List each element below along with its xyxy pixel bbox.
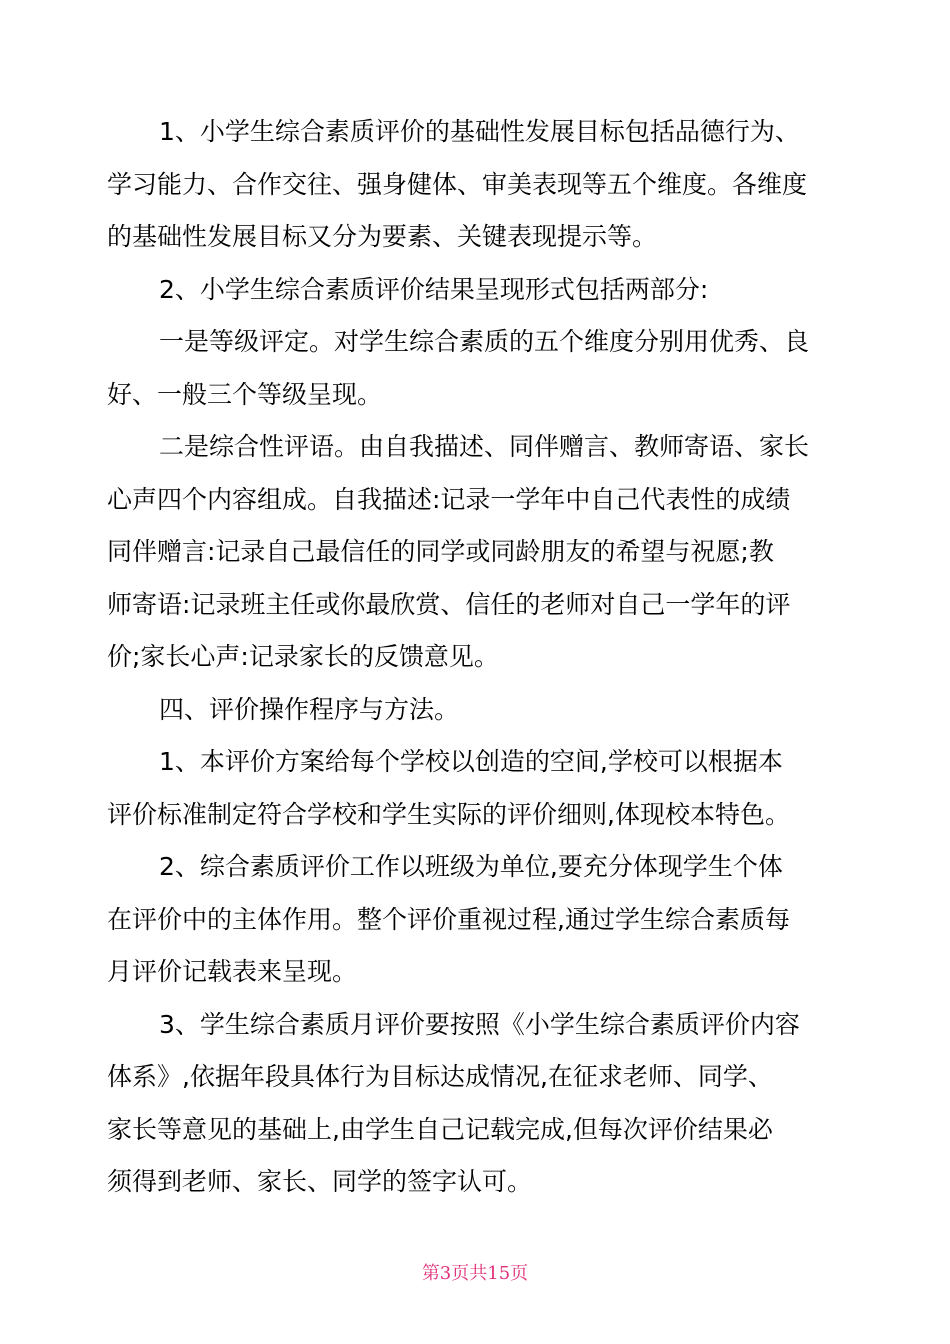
text-line: 月评价记载表来呈现。: [107, 957, 358, 986]
paragraph: [107, 316, 845, 421]
text-line: 在评价中的主体作用。整个评价重视过程,通过学生综合素质每: [107, 904, 790, 934]
text-line: 一是等级评定。对学生综合素质的五个维度分别用优秀、良: [159, 327, 810, 356]
text-line: 师寄语:记录班主任或你最欣赏、信任的老师对自己一学年的评: [107, 589, 791, 619]
text-line: 学习能力、合作交往、强身健体、审美表现等五个维度。各维度: [107, 169, 808, 199]
paragraph: [107, 421, 845, 684]
text-line: 心声四个内容组成。自我描述:记录一学年中自己代表性的成绩: [107, 484, 791, 514]
text-line: 好、一般三个等级呈现。: [107, 379, 383, 409]
text-line: 评价标准制定符合学校和学生实际的评价细则,体现校本特色。: [107, 799, 790, 829]
paragraph: [107, 264, 845, 317]
text-line: 1、本评价方案给每个学校以创造的空间,学校可以根据本: [159, 747, 783, 776]
text-line: 家长等意见的基础上,由学生自己记载完成,但每次评价结果必: [107, 1114, 773, 1144]
text-line: 二是综合性评语。由自我描述、同伴赠言、教师寄语、家长: [159, 432, 810, 461]
paragraph: [107, 736, 845, 841]
paragraph: [107, 841, 845, 999]
page-number-footer: 第3页共15页: [421, 1263, 529, 1284]
text-line: 2、综合素质评价工作以班级为单位,要充分体现学生个体: [159, 852, 783, 881]
text-line: 3、学生综合素质月评价要按照《小学生综合素质评价内容: [159, 1009, 800, 1039]
text-line: 1、小学生综合素质评价的基础性发展目标包括品德行为、: [159, 117, 800, 146]
paragraph: [107, 999, 845, 1209]
document-body: [107, 106, 845, 1209]
text-line: 同伴赠言:记录自己最信任的同学或同龄朋友的希望与祝愿;教: [107, 537, 774, 566]
text-line: 2、小学生综合素质评价结果呈现形式包括两部分:: [159, 274, 709, 304]
text-line: 四、评价操作程序与方法。: [159, 694, 460, 724]
section-heading: [107, 684, 845, 737]
text-line: 须得到老师、家长、同学的签字认可。: [107, 1167, 533, 1196]
text-line: 的基础性发展目标又分为要素、关键表现提示等。: [107, 222, 658, 251]
paragraph: [107, 106, 845, 264]
text-line: 体系》,依据年段具体行为目标达成情况,在征求老师、同学、: [107, 1062, 773, 1091]
text-line: 价;家长心声:记录家长的反馈意见。: [107, 642, 499, 671]
